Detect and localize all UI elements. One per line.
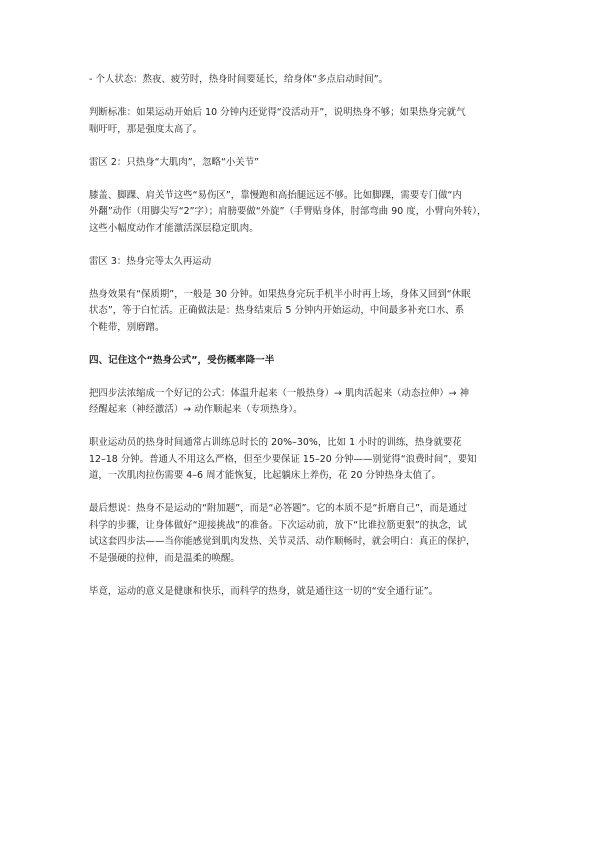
text-line: 不是强硬的拉伸，而是温柔的唤醒。 [89,552,240,564]
paragraph-judgement-criteria [89,105,507,138]
section-heading [89,353,507,370]
text-line: 试这套四步法——当你能感觉到肌肉发热、关节灵活、动作顺畅时，就会明白：真正的保护， [89,536,476,547]
subheading-pitfall-2 [89,155,507,172]
text-line: 热身效果有“保质期”，一般是 30 分钟。如果热身完玩手机半小时再上场，身体又回到“休眠 [89,288,471,300]
subheading-pitfall-3 [89,254,507,271]
paragraph-small-joints [89,188,507,238]
text-line: 膝盖、脚踝、肩关节这些“易伤区”，靠慢跑和高抬腿远远不够。比如脚踝，需要专门做“内 [89,189,462,201]
text-line: 经醒起来（神经激活）→ 动作顺起来（专项热身）。 [89,404,303,415]
text-line: 雷区 3：热身完等太久再运动 [89,255,212,267]
text-line: 四、记住这个“热身公式”，受伤概率降一半 [89,354,275,366]
text-line: 雷区 2：只热身“大肌肉”，忽略“小关节” [89,156,260,168]
text-line: 科学的步骤，让身体做好“迎接挑战”的准备。下次运动前，放下“比谁拉筋更狠”的执念，试 [89,519,467,531]
text-line: 道，一次肌肉拉伤需要 4–6 周才能恢复，比起躺床上养伤，花 20 分钟热身太值了。 [89,470,441,481]
text-line: 毕竟，运动的意义是健康和快乐，而科学的热身，就是通往这一切的“安全通行证”。 [89,585,439,597]
paragraph-personal-state [89,72,507,89]
text-line: 职业运动员的热身时间通常占训练总时长的 20%–30%，比如 1 小时的训练，热身就要花 [89,437,462,448]
text-line: 最后想说：热身不是运动的“附加题”，而是“必答题”。它的本质不是“折磨自己”，而是通过 [89,503,468,514]
paragraph-formula [89,386,507,419]
text-line: 把四步法浓缩成一个好记的公式：体温升起来（一般热身）→ 肌肉活起来（动态拉伸）→ 神 [89,387,470,399]
text-line: 状态”，等于白忙活。正确做法是：热身结束后 5 分钟内开始运动，中间最多补充口水、系 [89,305,465,316]
text-line: 喘吁吁，那是强度太高了。 [89,123,203,135]
text-line: 个鞋带，别磨蹭。 [89,321,165,333]
text-line: 判断标准：如果运动开始后 10 分钟内还觉得“没活动开”，说明热身不够；如果热身完就气 [89,107,466,118]
text-line: 12–18 分钟。普通人不用这么严格，但至少要保证 15–20 分钟——别觉得“浪费时间”，要知 [89,453,477,465]
paragraph-conclusion [89,584,507,601]
document-page [89,72,507,600]
paragraph-pro-athletes [89,435,507,485]
text-line: 外翻”动作（用脚尖写“2”字）；肩膀要做“外旋”（手臂贴身体，肘部弯曲 90 度，小臂向外转）， [89,206,487,217]
paragraph-final-thoughts [89,501,507,567]
paragraph-shelf-life [89,287,507,337]
text-line: - 个人状态：熬夜、疲劳时，热身时间要延长，给身体“多点启动时间”。 [89,74,389,85]
text-line: 这些小幅度动作才能激活深层稳定肌肉。 [89,222,259,234]
